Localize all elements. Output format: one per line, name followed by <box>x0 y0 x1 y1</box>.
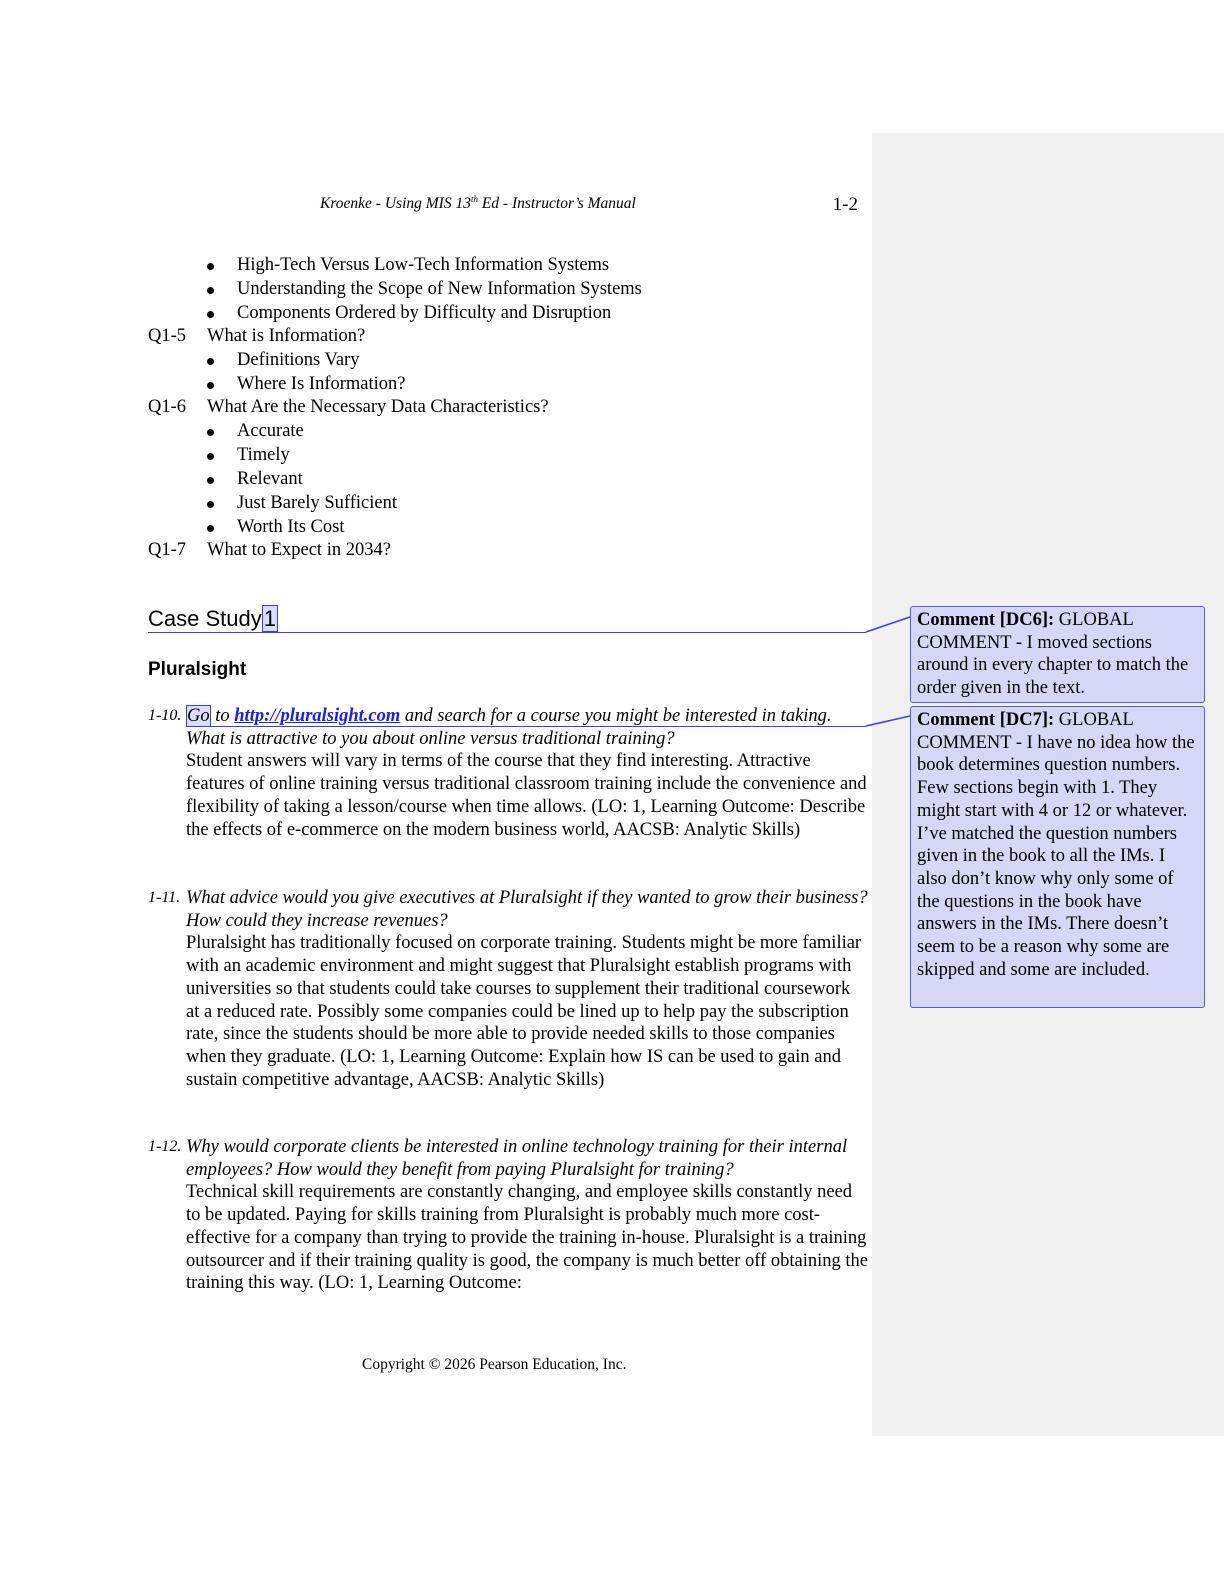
case-study-subtitle: Pluralsight <box>148 659 247 680</box>
list-item: Worth Its Cost <box>207 516 344 540</box>
outline-heading-q1-6: Q1-6 What Are the Necessary Data Characteristics? <box>148 397 549 417</box>
question-text: Go to http://pluralsight.com and search for a course you might be interested in taking. What is attractive to you about online versus traditional training? <box>186 706 832 749</box>
answer-text: Technical skill requirements are constantly changing, and employee skills constantly need to be updated. Paying for skills training from Pluralsight is probably much more cost-effective for a company than trying to provide the training in-house. Pluralsight is a training outsourcer and if their training quality is good, the company is much better off obtaining the training this way. (LO: 1, Learning Outcome: <box>186 1182 868 1294</box>
header-title: Kroenke - Using MIS 13th Ed - Instructor’s Manual <box>320 194 636 213</box>
list-item: Where Is Information? <box>207 373 405 397</box>
connector-dc7 <box>866 716 910 726</box>
comment-balloon-dc7[interactable] <box>910 706 1205 1008</box>
list-item: Timely <box>207 444 290 468</box>
comment-label: Comment [DC7]: <box>917 710 1055 730</box>
question-text: What advice would you give executives at Pluralsight if they wanted to grow their business? How could they increase revenues? <box>186 888 868 931</box>
page-footer: Copyright © 2026 Pearson Education, Inc. <box>362 1356 627 1373</box>
list-item: Components Ordered by Difficulty and Disruption <box>207 302 611 326</box>
outline-heading-q1-7: Q1-7 What to Expect in 2034? <box>148 540 391 560</box>
comment-label: Comment [DC6]: <box>917 610 1055 630</box>
comment-text: GLOBAL COMMENT - I have no idea how the book determines question numbers. Few sections begin with 1. They might start with 4 or 12 or whatever. I’ve matched the question numbers given in the book to all the IMs. I also don’t know why only some of the questions in the book have answers in the IMs. There doesn’t seem to be a reason why some are skipped and some are included. <box>917 710 1195 980</box>
comment-anchor-dc6[interactable]: 1 <box>263 606 276 631</box>
list-item: Accurate <box>207 420 304 444</box>
question-text: Why would corporate clients be interested in online technology training for their internal employees? How would they benefit from paying Pluralsight for training? <box>186 1137 848 1180</box>
answer-text: Pluralsight has traditionally focused on corporate training. Students might be more familiar with an academic environment and might suggest that Pluralsight establish programs with universities so that students could take courses to supplement their traditional coursework at a reduced rate. Possibly some companies could be lined up to help pay the subscription rate, since the students should be more able to provide needed skills to those companies when they graduate. (LO: 1, Learning Outcome: Explain how IS can be used to gain and sustain competitive advantage, AACSB: Analytic Skills) <box>186 933 862 1090</box>
pluralsight-link[interactable]: http://pluralsight.com <box>234 706 401 726</box>
question-number: 1-10. <box>148 707 182 724</box>
connector-dc6 <box>866 617 910 632</box>
page-number: 1-2 <box>832 194 858 215</box>
case-study-heading: Case Study1 <box>148 606 276 631</box>
question-number: 1-11. <box>148 889 181 906</box>
list-item: Understanding the Scope of New Information Systems <box>207 278 642 302</box>
answer-text: Student answers will vary in terms of the course that they find interesting. Attractive features of online training versus traditional classroom training include the convenience and flexibility of taking a lesson/course when time allows. (LO: 1, Learning Outcome: Describe the effects of e-commerce on the modern business world, AACSB: Analytic Skills) <box>186 751 867 840</box>
list-item: Definitions Vary <box>207 349 359 373</box>
list-item: Relevant <box>207 468 303 492</box>
list-item: Just Barely Sufficient <box>207 492 397 516</box>
outline-heading-q1-5: Q1-5 What is Information? <box>148 326 366 346</box>
comment-text: GLOBAL COMMENT - I moved sections around in every chapter to match the order given in the text. <box>917 610 1189 699</box>
question-number: 1-12. <box>148 1138 182 1155</box>
comment-balloon-dc6[interactable] <box>910 606 1205 703</box>
comment-anchor-dc7[interactable]: Go <box>187 706 210 726</box>
list-item: High-Tech Versus Low-Tech Information Systems <box>207 254 609 278</box>
